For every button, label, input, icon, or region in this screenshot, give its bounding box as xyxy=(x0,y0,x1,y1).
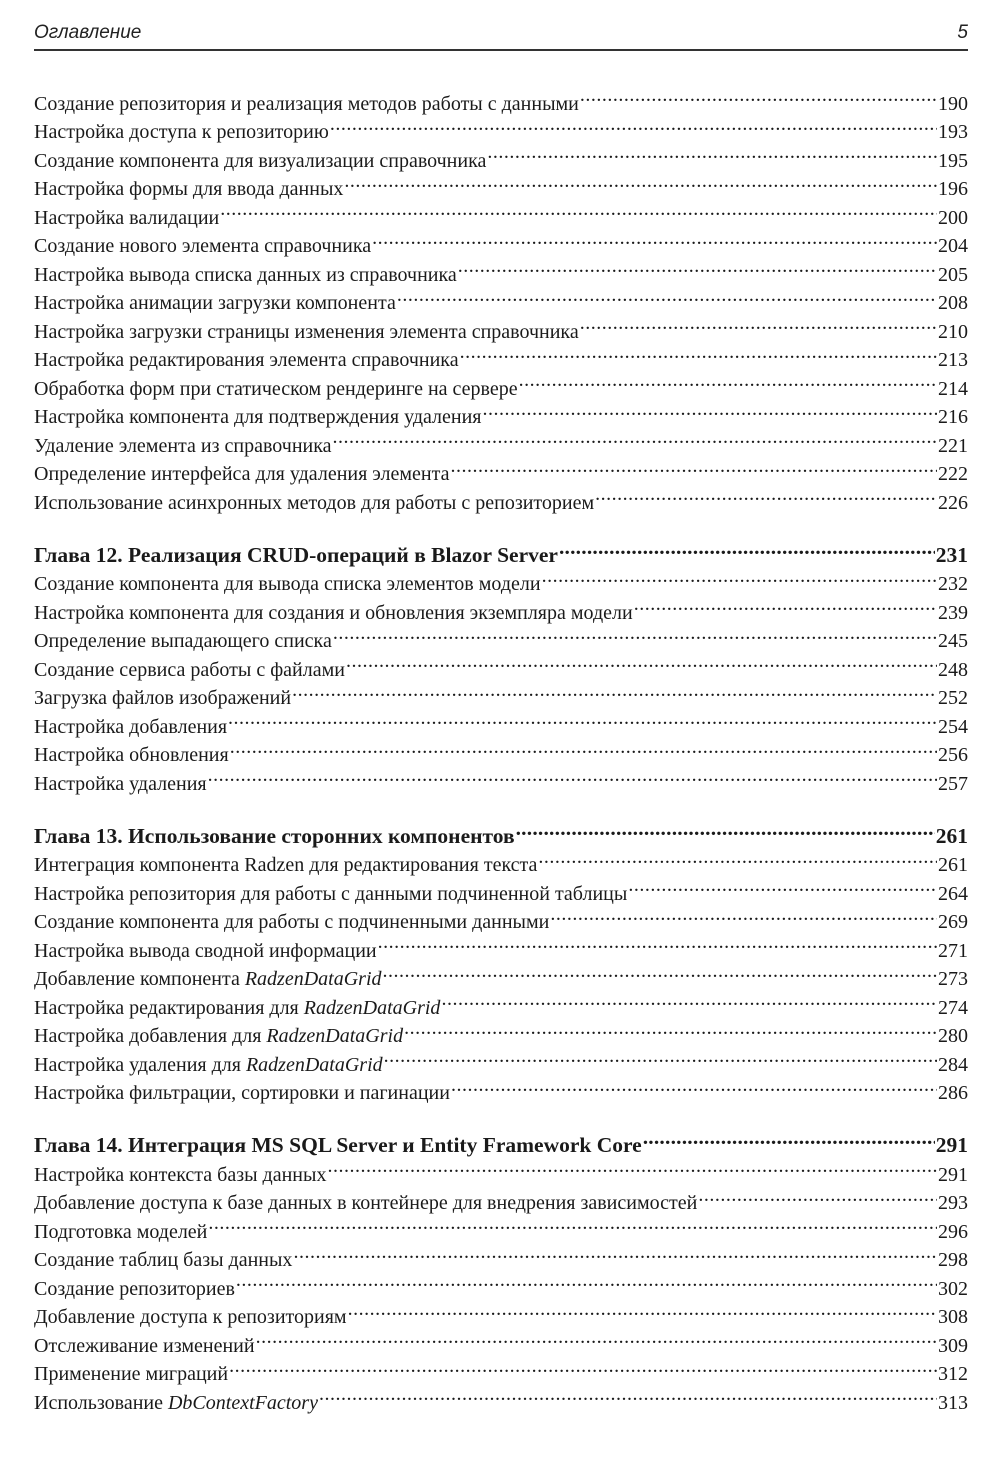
chapter-title xyxy=(34,821,515,851)
toc-entry[interactable] xyxy=(34,81,968,115)
entry-title xyxy=(34,261,457,290)
dot-leader xyxy=(460,338,937,367)
entry-title-text: Настройка вывода списка данных из справочника xyxy=(34,263,457,286)
entry-title-text: Использование xyxy=(34,1391,168,1414)
entry-title-text: Настройка редактирования для xyxy=(34,996,304,1019)
entry-title-italic: RadzenDataGrid xyxy=(244,968,382,990)
dot-leader xyxy=(397,281,937,310)
entry-title-text: Глава 12. Реализация CRUD-операций в Blazor Server xyxy=(34,542,558,567)
dot-leader xyxy=(404,1014,937,1043)
entry-page-number: 309 xyxy=(938,1334,968,1357)
chapter-page-number: 231 xyxy=(935,542,968,567)
entry-page-number: 248 xyxy=(938,658,968,681)
entry-title xyxy=(34,232,371,261)
dot-leader xyxy=(319,1380,937,1409)
entry-title-text: Настройка удаления xyxy=(34,772,207,795)
entry-title-text: Интеграция компонента Radzen для редактирования текста xyxy=(34,854,538,876)
dot-leader xyxy=(228,704,937,733)
entry-title xyxy=(34,880,627,909)
entry-page-number: 222 xyxy=(938,463,968,485)
entry-title-text: Настройка фильтрации, сортировки и пагинации xyxy=(34,1082,450,1104)
entry-title-text: Обработка форм при статическом рендеринге на сервере xyxy=(34,377,518,400)
dot-leader xyxy=(372,224,937,253)
dot-leader xyxy=(208,761,937,790)
entry-title-text: Применение миграций xyxy=(34,1363,229,1385)
dot-leader xyxy=(327,1152,937,1181)
dot-leader xyxy=(698,1181,937,1210)
entry-title-text: Создание компонента для работы с подчиненными данными xyxy=(34,911,550,933)
entry-page-number: 308 xyxy=(938,1306,968,1328)
dot-leader xyxy=(538,843,937,872)
entry-page-number: 216 xyxy=(938,406,968,428)
entry-title xyxy=(34,1051,383,1080)
dot-leader xyxy=(451,1071,937,1100)
entry-title-text: Добавление доступа к репозиториям xyxy=(34,1306,347,1328)
dot-leader xyxy=(519,366,937,395)
dot-leader xyxy=(580,309,937,338)
entry-title-text: Настройка анимации загрузки компонента xyxy=(34,292,396,314)
entry-title-text: Настройка компонента для создания и обновления экземпляра модели xyxy=(34,601,633,624)
entry-title-text: Создание репозитория и реализация методов работы с данными xyxy=(34,92,579,115)
entry-title xyxy=(34,460,449,489)
entry-title xyxy=(34,627,332,656)
entry-title-text: Настройка формы для ввода данных xyxy=(34,178,344,200)
dot-leader xyxy=(595,480,937,509)
entry-title-text: Определение выпадающего списка xyxy=(34,630,332,652)
entry-page-number: 286 xyxy=(938,1082,968,1104)
header-title: Оглавление xyxy=(34,22,142,43)
entry-title xyxy=(34,1022,403,1051)
entry-title xyxy=(34,1275,235,1304)
entry-title-text: Загрузка файлов изображений xyxy=(34,687,292,709)
dot-leader xyxy=(441,985,937,1014)
entry-title-text: Создание таблиц базы данных xyxy=(34,1249,293,1271)
entry-title xyxy=(34,1161,326,1190)
chapter-heading[interactable] xyxy=(34,1122,968,1157)
entry-title-italic: RadzenDataGrid xyxy=(245,1053,383,1076)
entry-title-text: Настройка редактирования элемента справочника xyxy=(34,349,459,371)
entry-page-number: 313 xyxy=(938,1391,968,1414)
dot-leader xyxy=(292,676,937,705)
dot-leader xyxy=(378,928,937,957)
entry-title xyxy=(34,770,207,799)
entry-page-number: 204 xyxy=(938,235,968,257)
entry-page-number: 296 xyxy=(938,1220,968,1243)
entry-title xyxy=(34,570,541,599)
entry-title xyxy=(34,741,229,770)
entry-page-number: 190 xyxy=(938,92,968,115)
entry-title xyxy=(34,994,440,1023)
entry-title xyxy=(34,375,518,404)
entry-title-text: Глава 13. Использование сторонних компонентов xyxy=(34,823,515,848)
running-header xyxy=(34,22,968,51)
entry-page-number: 271 xyxy=(938,939,968,962)
entry-page-number: 257 xyxy=(938,772,968,795)
entry-page-number: 291 xyxy=(938,1163,968,1186)
dot-leader xyxy=(346,647,937,676)
dot-leader xyxy=(333,423,937,452)
entry-page-number: 245 xyxy=(938,630,968,652)
dot-leader xyxy=(542,562,937,591)
entry-title-text: Добавление доступа к базе данных в контейнере для внедрения зависимостей xyxy=(34,1192,698,1214)
dot-leader xyxy=(384,1042,937,1071)
entry-title-text: Подготовка моделей xyxy=(34,1220,208,1243)
entry-title-text: Создание компонента для вывода списка элементов модели xyxy=(34,573,541,595)
dot-leader xyxy=(333,619,937,648)
entry-title xyxy=(34,118,329,147)
entry-title-text: Настройка доступа к репозиторию xyxy=(34,121,329,143)
entry-title xyxy=(34,965,382,994)
header-page-number: 5 xyxy=(957,22,968,43)
entry-page-number: 264 xyxy=(938,882,968,905)
dot-leader xyxy=(348,1295,937,1324)
dot-leader xyxy=(628,871,937,900)
entry-page-number: 193 xyxy=(938,121,968,143)
entry-page-number: 298 xyxy=(938,1249,968,1271)
entry-title xyxy=(34,204,219,233)
chapter-page-number: 261 xyxy=(935,823,968,848)
entry-title-text: Настройка удаления для xyxy=(34,1053,246,1076)
entry-title xyxy=(34,289,396,318)
chapter-heading[interactable] xyxy=(34,813,968,848)
entry-title xyxy=(34,713,227,742)
page xyxy=(34,22,968,1432)
entry-title-text: Настройка обновления xyxy=(34,744,229,766)
entry-title-text: Создание компонента для визуализации справочника xyxy=(34,149,487,172)
entry-page-number: 226 xyxy=(938,491,968,514)
entry-page-number: 221 xyxy=(938,434,968,457)
entry-title-text: Настройка добавления xyxy=(34,715,228,738)
entry-title xyxy=(34,1079,450,1108)
chapter-page-number: 291 xyxy=(935,1133,968,1157)
entry-title xyxy=(34,1360,228,1389)
entry-page-number: 254 xyxy=(938,715,968,738)
entry-title-text: Настройка компонента для подтверждения удаления xyxy=(34,406,482,428)
dot-leader xyxy=(550,900,937,929)
entry-title-text: Отслеживание изменений xyxy=(34,1334,255,1357)
dot-leader xyxy=(559,532,935,562)
entry-page-number: 210 xyxy=(938,320,968,343)
entry-title-italic: RadzenDataGrid xyxy=(303,996,441,1019)
entry-page-number: 280 xyxy=(938,1025,968,1047)
entry-title-text: Настройка добавления для xyxy=(34,1025,267,1047)
entry-title-text: Настройка загрузки страницы изменения элемента справочника xyxy=(34,320,579,343)
dot-leader xyxy=(330,110,937,139)
dot-leader xyxy=(458,252,937,281)
entry-page-number: 273 xyxy=(938,968,968,990)
entry-title xyxy=(34,489,594,518)
dot-leader xyxy=(580,81,937,110)
entry-page-number: 239 xyxy=(938,601,968,624)
entry-title-text: Создание нового элемента справочника xyxy=(34,235,372,257)
entry-title-text: Добавление компонента xyxy=(34,968,245,990)
toc-group xyxy=(34,1122,968,1414)
entry-page-number: 196 xyxy=(938,178,968,200)
entry-title-text: Глава 14. Интеграция MS SQL Server и Entity Framework Core xyxy=(34,1133,642,1157)
dot-leader xyxy=(383,957,937,986)
dot-leader xyxy=(220,195,937,224)
entry-page-number: 214 xyxy=(938,377,968,400)
entry-page-number: 232 xyxy=(938,573,968,595)
entry-title xyxy=(34,1389,318,1418)
table-of-contents xyxy=(34,81,968,1414)
dot-leader xyxy=(643,1122,935,1152)
entry-page-number: 195 xyxy=(938,149,968,172)
entry-page-number: 213 xyxy=(938,349,968,371)
entry-title-text: Настройка контекста базы данных xyxy=(34,1163,327,1186)
entry-title-italic: RadzenDataGrid xyxy=(266,1025,404,1047)
chapter-title xyxy=(34,540,558,570)
entry-page-number: 269 xyxy=(938,911,968,933)
entry-title-text: Использование асинхронных методов для работы с репозиторием xyxy=(34,491,595,514)
entry-page-number: 208 xyxy=(938,292,968,314)
toc-group xyxy=(34,813,968,1104)
dot-leader xyxy=(293,1238,937,1267)
entry-page-number: 200 xyxy=(938,206,968,229)
dot-leader xyxy=(344,167,937,196)
entry-title xyxy=(34,851,537,880)
entry-title-text: Настройка валидации xyxy=(34,206,220,229)
dot-leader xyxy=(208,1209,937,1238)
entry-page-number: 293 xyxy=(938,1192,968,1214)
entry-page-number: 261 xyxy=(938,854,968,876)
dot-leader xyxy=(516,813,935,843)
entry-title xyxy=(34,1332,255,1361)
dot-leader xyxy=(230,733,937,762)
dot-leader xyxy=(483,395,937,424)
dot-leader xyxy=(256,1323,937,1352)
entry-page-number: 256 xyxy=(938,744,968,766)
entry-title xyxy=(34,937,377,966)
entry-page-number: 205 xyxy=(938,263,968,286)
entry-title-text: Настройка репозитория для работы с данными подчиненной таблицы xyxy=(34,882,628,905)
dot-leader xyxy=(236,1266,937,1295)
entry-page-number: 284 xyxy=(938,1053,968,1076)
entry-title xyxy=(34,1218,207,1247)
entry-page-number: 274 xyxy=(938,996,968,1019)
entry-title-text: Создание репозиториев xyxy=(34,1277,235,1300)
entry-title-text: Удаление элемента из справочника xyxy=(34,434,332,457)
chapter-heading[interactable] xyxy=(34,532,968,567)
entry-title-italic: DbContextFactory xyxy=(167,1391,318,1414)
toc-group xyxy=(34,81,968,514)
entry-page-number: 312 xyxy=(938,1363,968,1385)
dot-leader xyxy=(634,590,937,619)
dot-leader xyxy=(229,1352,937,1381)
entry-page-number: 302 xyxy=(938,1277,968,1300)
dot-leader xyxy=(450,452,937,481)
entry-title xyxy=(34,432,332,461)
entry-page-number: 252 xyxy=(938,687,968,709)
entry-title-text: Создание сервиса работы с файлами xyxy=(34,658,345,681)
entry-title-text: Настройка вывода сводной информации xyxy=(34,939,377,962)
entry-title-text: Определение интерфейса для удаления элемента xyxy=(34,463,450,485)
toc-group xyxy=(34,532,968,795)
entry-title xyxy=(34,346,459,375)
dot-leader xyxy=(487,138,937,167)
